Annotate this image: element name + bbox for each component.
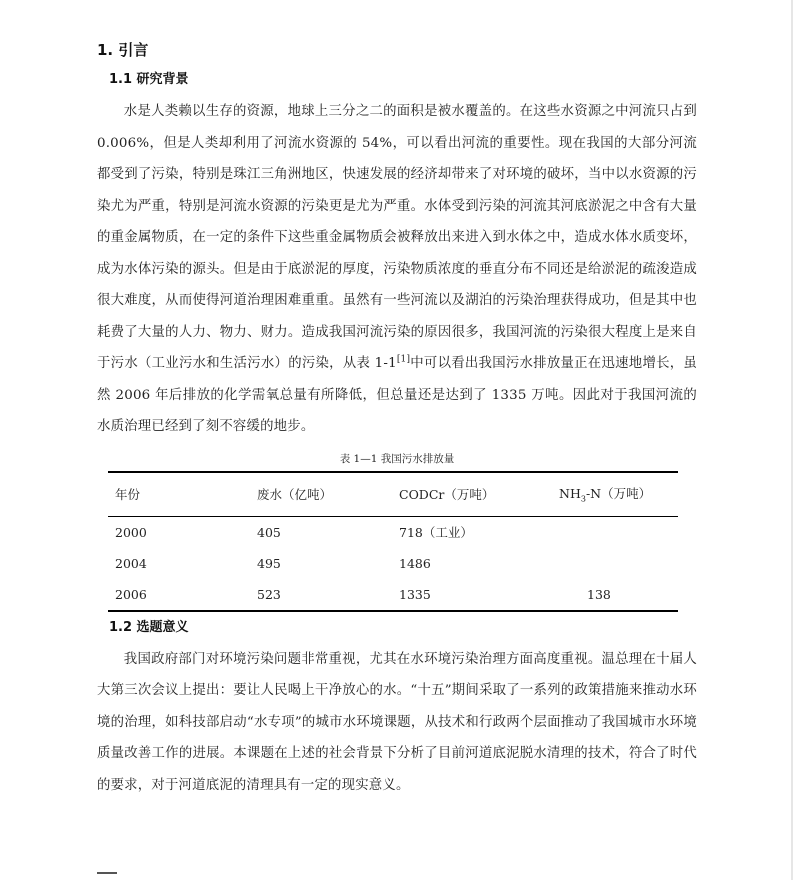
table-caption: 表 1—1 我国污水排放量 (339, 452, 455, 465)
cell-codcr: 1335 (399, 586, 431, 602)
background-text-part2: 中可以看出我国污水排放量正在迅速地增长，虽然 2006 年后排放的化学需氧总量有所降低，但总量还是达到了 1335 万吨。因此对于我国河流的水质治理已经到了刻不容缓的地步。 (97, 356, 698, 434)
background-paragraph (97, 96, 697, 443)
header-nh3n-prefix: NH (559, 486, 581, 502)
cell-year: 2006 (115, 586, 147, 602)
cell-wastewater: 523 (257, 586, 281, 602)
header-nh3n (549, 472, 678, 517)
cell-wastewater: 495 (257, 555, 281, 571)
citation-marker[interactable]: [1] (396, 354, 411, 365)
subsection-heading-significance: 1.2 选题意义 (109, 619, 189, 635)
cell-wastewater: 405 (257, 524, 281, 540)
subsection-heading-background: 1.1 研究背景 (109, 72, 189, 87)
table-header-row (108, 472, 678, 517)
header-wastewater: 废水（亿吨） (257, 487, 333, 502)
page-bottom-fragment (97, 872, 117, 874)
cell-year: 2004 (115, 555, 147, 571)
header-codcr: CODCr（万吨） (399, 487, 495, 502)
cell-codcr: 718（工业） (399, 525, 473, 540)
cell-year: 2000 (115, 524, 147, 540)
cell-nh3n (549, 516, 678, 548)
header-year: 年份 (115, 487, 141, 502)
significance-paragraph: 我国政府部门对环境污染问题非常重视，尤其在水环境污染治理方面高度重视。温总理在十届人大第三次会议上提出：要让人民喝上干净放心的水。“十五”期间采取了一系列的政策措施来推动水环境的治理，如科技部启动“水专项”的城市水环境课题，从技术和行政两个层面推动了我国城市水环境质量改善工作的进展。本课题在上述的社会背景下分析了目前河道底泥脱水清理的技术，符合了时代的要求，对于河道底泥的清理具有一定的现实意义。 (97, 651, 697, 793)
table-row (108, 579, 678, 611)
cell-nh3n (549, 548, 678, 579)
background-text-part1: 水是人类赖以生存的资源，地球上三分之二的面积是被水覆盖的。在这些水资源之中河流只占到 0.006%，但是人类却利用了河流水资源的 54%，可以看出河流的重要性。现在我国的大部分河流都受到了污染，特别是珠江三角洲地区，快速发展的经济却带来了对环境的破坏，当中以水资源的污染尤为严重，特别是河流水资源的污染更是尤为严重。水体受到污染的河流其河底淤泥之中含有大量的重金属物质，在一定的条件下这些重金属物质会被释放出来进入到水体之中，造成水体水质变坏，成为水体污染的源头。但是由于底淤泥的厚度，污染物质浓度的垂直分布不同还是给淤泥的疏浚造成很大难度，从而使得河道治理困难重重。虽然有一些河流以及湖泊的污染治理获得成功，但是其中也耗费了大量的人力、物力、财力。造成我国河流污染的原因很多，我国河流的污染很大程度上是来自于污水（工业污水和生活污水）的污染，从表 1-1 (97, 104, 697, 371)
table-row (108, 548, 678, 579)
cell-nh3n: 138 (587, 586, 611, 602)
cell-codcr: 1486 (399, 555, 431, 571)
section-heading-introduction: 1. 引言 (97, 41, 149, 59)
page-content (97, 36, 697, 801)
header-nh3n-suffix: -N（万吨） (585, 486, 652, 502)
table-row (108, 516, 678, 548)
header-nh3n-subscript: 3 (580, 494, 586, 504)
wastewater-table (108, 471, 678, 612)
